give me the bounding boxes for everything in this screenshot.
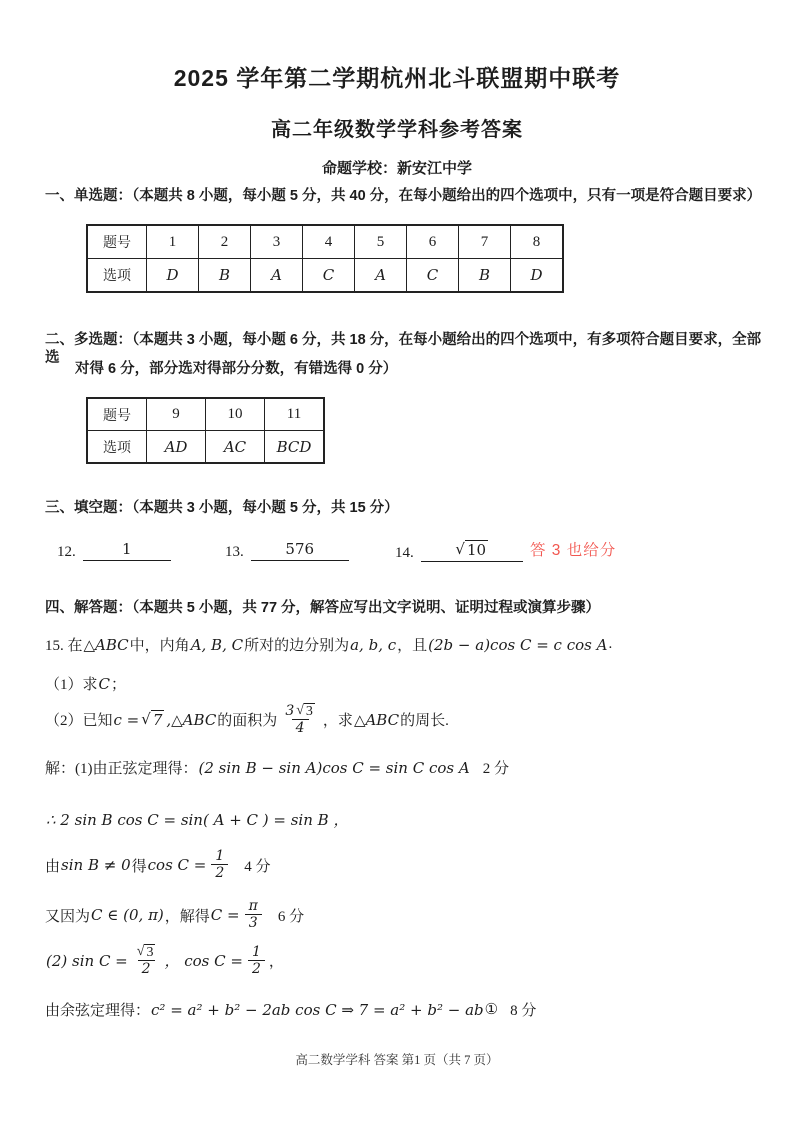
math-segment: C <box>98 674 110 693</box>
math-segment: a, b, c <box>350 635 397 654</box>
table-row-answers <box>87 431 324 464</box>
question-number: 13. <box>225 544 244 560</box>
section2-heading-line1: 二、多选题：（本题共 3 小题，每小题 6 分，共 18 分，在每小题给出的四个选项中，有多项符合题目要求，全部选 <box>45 332 762 367</box>
fraction-numerator: 1 <box>251 943 261 960</box>
fraction-numerator: 1 <box>215 848 225 864</box>
question-number-cell: 5 <box>355 225 407 259</box>
question-number-cell: 7 <box>459 225 511 259</box>
blank-answer-13: 576 <box>251 540 349 561</box>
fraction <box>210 849 229 882</box>
fraction-numerator: π <box>248 898 258 914</box>
question-number-cell: 6 <box>407 225 459 259</box>
text-segment: 的周长. <box>400 713 449 730</box>
score-label: 8 分 <box>510 1003 537 1019</box>
math-segment: c = <box>113 710 140 729</box>
page-title: 2025 学年第二学期杭州北斗联盟期中联考 <box>173 65 621 91</box>
score-label: 2 分 <box>482 761 509 777</box>
fraction <box>247 945 266 978</box>
math-segment: ， cos C = <box>164 952 243 971</box>
text-segment: （1）求 <box>45 677 98 693</box>
question-number-cell: 10 <box>206 398 265 431</box>
page-footer: 高二数学学科 答案 第1 页（共 7 页） <box>295 1053 499 1067</box>
text-segment: ； <box>111 677 127 693</box>
single-choice-answer-table <box>86 224 564 293</box>
row-label-question-no: 题号 <box>87 398 147 431</box>
question-number-cell: 11 <box>265 398 325 431</box>
question-number-cell: 1 <box>147 225 199 259</box>
text-segment: 又因为 <box>45 908 91 925</box>
math-segment: (2) sin C = <box>46 951 128 970</box>
answer-cell: A <box>251 259 303 293</box>
math-segment: C = <box>210 906 240 925</box>
section4-heading: 四、解答题：（本题共 5 小题，共 77 分，解答应写出文字说明、证明过程或演算步骤） <box>45 600 601 616</box>
sqrt-expression <box>455 540 488 559</box>
sqrt-sign: √ <box>455 540 465 558</box>
sqrt-expression <box>296 703 315 719</box>
row-label-option: 选项 <box>87 259 147 293</box>
sqrt-radicand: 7 <box>152 711 163 730</box>
solution-line-6 <box>45 999 752 1020</box>
table-row-numbers <box>87 225 563 259</box>
math-segment: c² = a² + b² − 2ab cos C ⇒ 7 = a² + b² − ab <box>151 1000 484 1019</box>
fraction-denominator: 2 <box>248 960 265 977</box>
text-segment: 的面积为 <box>217 713 278 730</box>
text-segment: 所对的边分别为 <box>244 638 350 654</box>
answer-cell: B <box>459 259 511 293</box>
solution-line-5 <box>45 944 752 978</box>
fraction-numerator <box>280 703 320 719</box>
math-segment: (2b − a)cos C = c cos A <box>428 635 608 654</box>
blank-answer-14 <box>421 540 523 562</box>
question-number-cell: 8 <box>511 225 564 259</box>
math-segment: ,△ABC <box>166 710 217 729</box>
text-segment: ， <box>268 954 284 971</box>
text-segment: ，且 <box>397 638 428 654</box>
math-segment: ∴ 2 sin B cos C = sin( A + C ) = sin B ， <box>46 811 349 829</box>
table-row-answers <box>87 259 563 293</box>
math-segment: A, B, C <box>190 635 244 654</box>
answer-cell: D <box>511 259 564 293</box>
fraction-denominator: 4 <box>292 719 309 736</box>
sqrt-radicand: 10 <box>466 541 487 559</box>
fraction-denominator: 3 <box>245 914 262 931</box>
answer-cell: BCD <box>265 431 325 464</box>
math-segment: sin B ≠ 0 <box>61 856 131 875</box>
row-label-question-no: 题号 <box>87 225 147 259</box>
question-number-cell: 3 <box>251 225 303 259</box>
math-segment: △ABC <box>353 710 400 729</box>
solution-line-2 <box>45 809 752 830</box>
score-label: 6 分 <box>277 908 305 925</box>
blank-q14 <box>395 540 523 562</box>
answer-cell: AD <box>147 431 206 464</box>
circled-one-marker: ① <box>484 1002 499 1018</box>
math-segment: 3 <box>285 703 295 719</box>
text-segment: （2）已知 <box>45 713 113 730</box>
answer-cell: B <box>199 259 251 293</box>
blank-answer-12: 1 <box>83 540 171 561</box>
text-segment: 15. 在 <box>45 638 83 654</box>
text-segment: ，解得 <box>164 908 210 925</box>
text-segment: 由 <box>45 858 61 875</box>
text-segment: . <box>608 636 613 652</box>
answer-cell: D <box>147 259 199 293</box>
solution-line-3 <box>45 849 752 882</box>
table-row-numbers <box>87 398 324 431</box>
sqrt-expression <box>141 710 164 729</box>
answer-cell: C <box>407 259 459 293</box>
fraction <box>244 899 263 932</box>
solution-line-4 <box>45 899 752 932</box>
question-number-cell: 4 <box>303 225 355 259</box>
blank-q12 <box>57 540 171 561</box>
math-segment: △ABC <box>83 635 129 654</box>
math-segment: (2 sin B − sin A)cos C = sin C cos A <box>198 758 470 777</box>
solution-line-1 <box>45 757 752 778</box>
text-segment: 得 <box>131 858 147 875</box>
blank-q13 <box>225 540 349 561</box>
sqrt-sign: √ <box>136 944 145 959</box>
problem15-statement <box>45 634 752 655</box>
score-label: 4 分 <box>244 858 271 875</box>
text-segment: 解：(1)由正弦定理得： <box>45 761 198 777</box>
section3-heading: 三、填空题：（本题共 3 小题，每小题 5 分，共 15 分） <box>45 500 399 516</box>
answer-cell: A <box>355 259 407 293</box>
sqrt-radicand: 3 <box>305 704 313 719</box>
sqrt-sign: √ <box>296 703 304 718</box>
red-grading-note: 答 3 也给分 <box>530 542 617 559</box>
question-number-cell: 2 <box>199 225 251 259</box>
fraction-numerator <box>132 944 161 960</box>
sqrt-radicand: 3 <box>146 945 154 960</box>
text-segment: 由余弦定理得： <box>45 1003 151 1019</box>
question-number: 14. <box>395 545 414 561</box>
section1-heading: 一、单选题：（本题共 8 小题，每小题 5 分，共 40 分，在每小题给出的四个选项中，只有一项是符合题目要求） <box>45 188 762 204</box>
question-number-cell: 9 <box>147 398 206 431</box>
fraction <box>280 703 320 737</box>
question-number: 12. <box>57 544 76 560</box>
fraction <box>132 944 161 978</box>
answer-cell: C <box>303 259 355 293</box>
fraction-denominator: 2 <box>138 960 155 977</box>
text-segment: 中，内角 <box>129 638 190 654</box>
section2-heading-line2: 对得 6 分，部分选对得部分分数，有错选得 0 分） <box>75 361 398 377</box>
sqrt-expression <box>137 944 156 960</box>
school-line: 命题学校：新安江中学 <box>321 160 472 177</box>
math-segment: cos C = <box>147 856 207 875</box>
problem15-part1 <box>45 673 752 694</box>
row-label-option: 选项 <box>87 431 147 464</box>
answer-cell: AC <box>206 431 265 464</box>
fraction-denominator: 2 <box>211 864 228 881</box>
page-subtitle: 高二年级数学学科参考答案 <box>271 119 523 141</box>
math-segment: C ∈ (0, π) <box>91 906 164 925</box>
text-segment: ，求 <box>322 713 353 730</box>
problem15-part2 <box>45 703 752 737</box>
multi-choice-answer-table <box>86 397 325 464</box>
sqrt-sign: √ <box>141 710 151 729</box>
